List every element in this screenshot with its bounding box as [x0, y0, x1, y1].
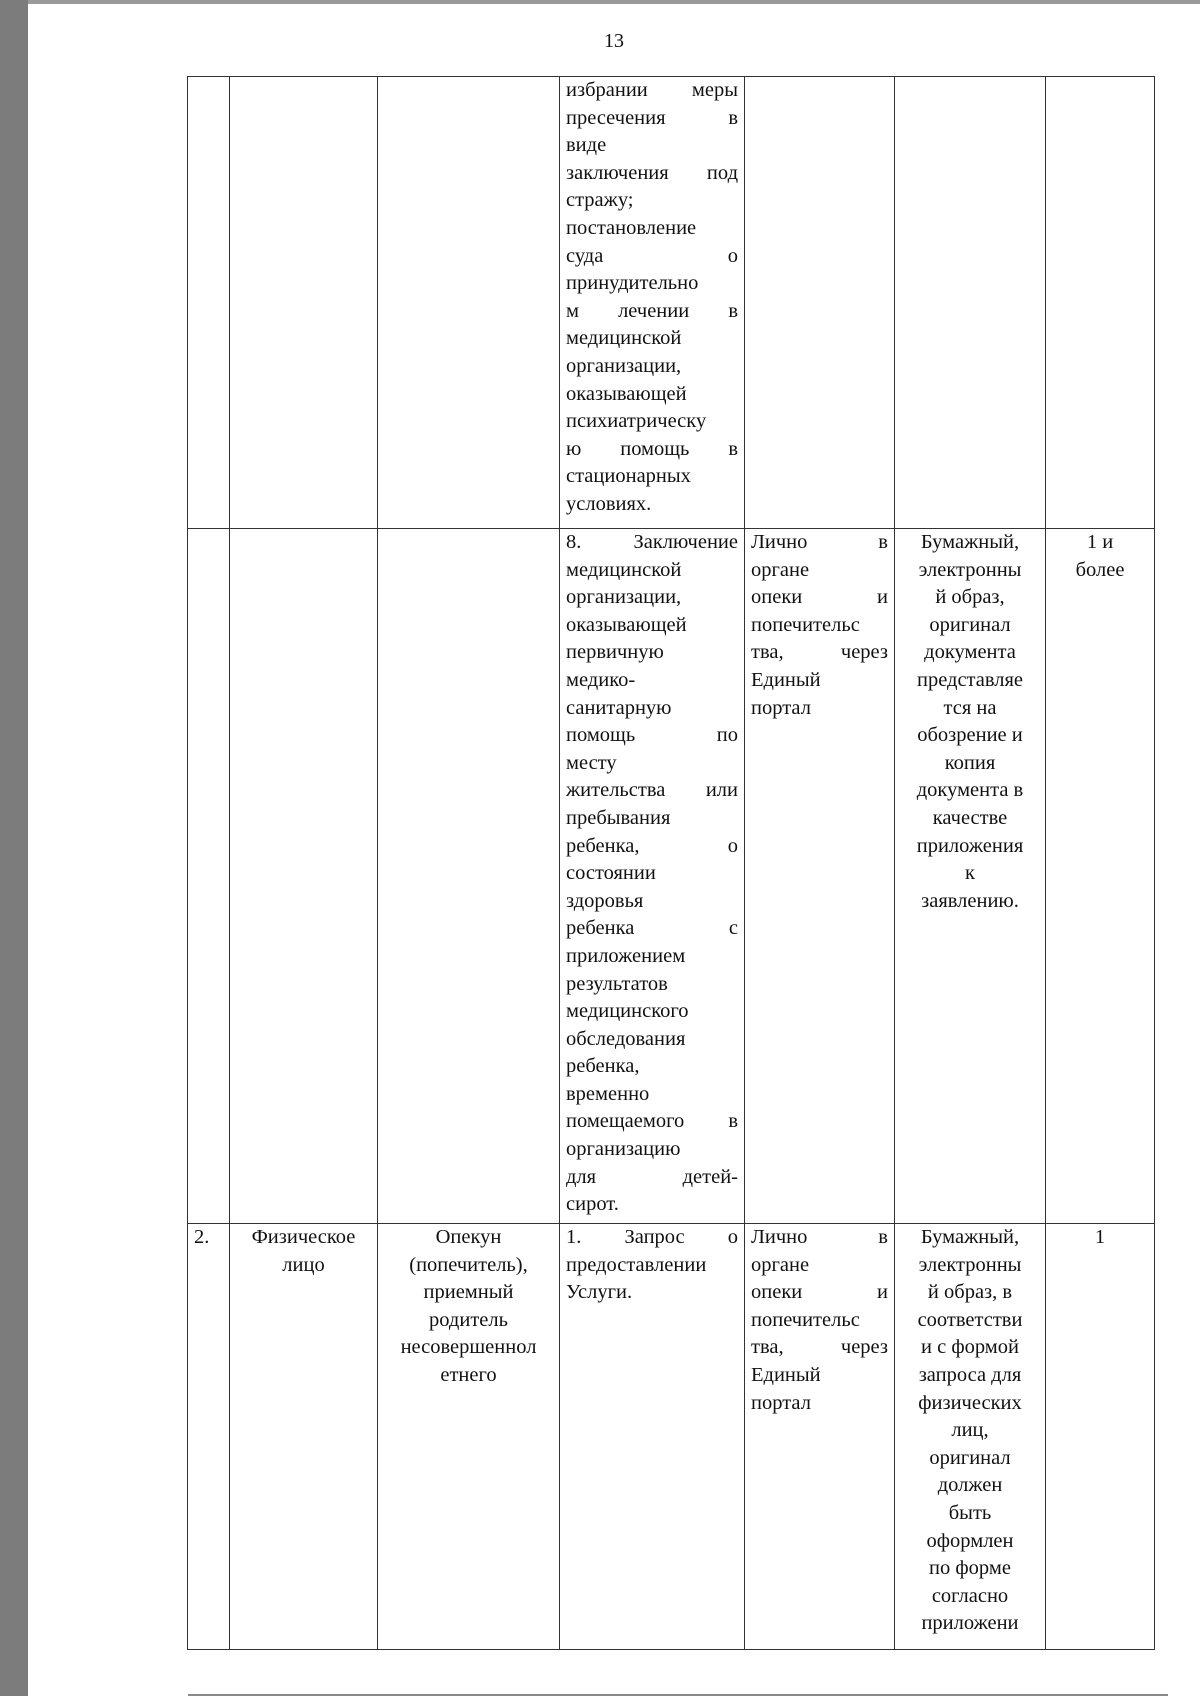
text-line: несовершеннол [400, 1336, 537, 1359]
table-row [188, 1224, 1155, 1650]
text-line: приложения [916, 834, 1024, 857]
text-line: для детей- [566, 1165, 738, 1188]
text-line: лицо [282, 1253, 325, 1276]
text-line: портал [751, 696, 811, 719]
text-line: Услуги. [566, 1281, 633, 1304]
text-line: предоставлении [566, 1253, 707, 1276]
text-line: обследования [566, 1027, 686, 1050]
text-line: организацию [566, 1138, 681, 1161]
text-line: опеки и [751, 1281, 888, 1304]
cell-applicant-category [378, 77, 560, 529]
text-line: помощь по [566, 724, 738, 747]
cell-document-count [1046, 77, 1155, 529]
text-line: пребывания [566, 806, 671, 829]
text-line: сирот. [566, 1193, 619, 1216]
page-number: 13 [604, 30, 624, 52]
text-line: по форме [929, 1557, 1011, 1580]
cell-applicant-type [230, 1224, 378, 1650]
scanner-margin [0, 0, 28, 1696]
text-line: оказывающей [566, 382, 687, 405]
text-line: суда о [566, 244, 738, 267]
text-line: жительства или [566, 779, 738, 802]
text-line: документа [924, 641, 1016, 664]
text-line: 1. Запрос о [566, 1226, 738, 1248]
text-line: ребенка, о [566, 834, 738, 857]
cell-document [560, 77, 745, 529]
text-line: временно [566, 1082, 650, 1105]
text-line: ребенка с [566, 917, 738, 940]
cell-applicant-type [230, 529, 378, 1224]
text-line: (попечитель), [409, 1253, 528, 1276]
cell-document-form [895, 77, 1046, 529]
text-line: оказывающей [566, 613, 687, 636]
text-line: месту [566, 751, 617, 774]
text-line: попечительс [751, 1308, 860, 1331]
text-line: оформлен [926, 1529, 1014, 1552]
text-line: электронны [918, 558, 1022, 581]
text-line: документа в [916, 779, 1024, 802]
text-line: организации, [566, 586, 682, 609]
text-line: етнего [440, 1363, 497, 1386]
text-line: помещаемого в [566, 1110, 738, 1133]
text-line: тся на [943, 696, 997, 719]
cell-submission-method [745, 1224, 895, 1650]
text-line: портал [751, 1391, 811, 1414]
text-line: лиц, [951, 1419, 989, 1442]
cell-row-number [188, 77, 230, 529]
cell-document-count [1046, 529, 1155, 1224]
text-line: родитель [429, 1308, 508, 1331]
text-line: тва, через [751, 641, 888, 664]
text-line: условиях. [566, 492, 652, 515]
text-line: Единый [751, 668, 821, 691]
text-line: быть [948, 1501, 992, 1524]
text-line: м лечении в [566, 299, 738, 322]
cell-document-form [895, 529, 1046, 1224]
cell-submission-method [745, 77, 895, 529]
text-line: стражу; [566, 189, 634, 212]
text-line: ребенка, [566, 1055, 640, 1078]
text-line: электронны [918, 1253, 1022, 1276]
text-line: заключения под [566, 161, 738, 184]
text-line: пресечения в [566, 106, 738, 129]
text-line: качестве [932, 806, 1008, 829]
cell-document-form [895, 1224, 1046, 1650]
text-line: обозрение и [917, 724, 1023, 747]
text-line: согласно [931, 1584, 1009, 1607]
cell-row-number [188, 529, 230, 1224]
text-line: здоровья [566, 889, 644, 912]
text-line: к [965, 862, 975, 885]
text-line: Единый [751, 1363, 821, 1386]
text-line: психиатрическу [566, 410, 707, 433]
text-line: приложени [921, 1612, 1019, 1635]
text-line: 1 [1094, 1226, 1106, 1248]
text-line: оригинал [929, 613, 1011, 636]
text-line: принудительно [566, 272, 699, 295]
text-line: органе [751, 558, 810, 581]
text-line: медицинского [566, 1000, 689, 1023]
text-line: избрании меры [566, 79, 738, 101]
text-line: состоянии [566, 862, 656, 885]
text-line: санитарную [566, 696, 672, 719]
text-line: приложением [566, 944, 686, 967]
cell-submission-method [745, 529, 895, 1224]
table-row [188, 529, 1155, 1224]
text-line: более [1075, 558, 1125, 581]
text-line: заявлению. [921, 889, 1019, 912]
text-line: постановление [566, 216, 697, 239]
text-line: стационарных [566, 465, 691, 488]
document-page [28, 0, 1200, 1696]
cell-document-count [1046, 1224, 1155, 1650]
cell-document [560, 1224, 745, 1650]
text-line: медицинской [566, 327, 682, 350]
text-line: й образ, в [927, 1281, 1013, 1304]
documents-table [187, 76, 1155, 1650]
text-line: организации, [566, 354, 682, 377]
text-line: й образ, [935, 586, 1005, 609]
text-line: органе [751, 1253, 810, 1276]
table-row [188, 77, 1155, 529]
text-line: копия [944, 751, 996, 774]
cell-applicant-category [378, 1224, 560, 1650]
text-line: попечительс [751, 613, 860, 636]
text-line: Лично в [751, 1226, 888, 1248]
text-line: тва, через [751, 1336, 888, 1359]
text-line: приемный [423, 1281, 514, 1304]
text-line: 1 и [1086, 531, 1114, 553]
cell-document [560, 529, 745, 1224]
cell-applicant-category [378, 529, 560, 1224]
text-line: Физическое [251, 1226, 356, 1248]
text-line: Лично в [751, 531, 888, 553]
cell-applicant-type [230, 77, 378, 529]
text-line: и с формой [921, 1336, 1019, 1359]
text-line: оригинал [929, 1446, 1011, 1469]
text-line: Опекун [435, 1226, 502, 1248]
text-line: Бумажный, [920, 531, 1020, 553]
text-line: соответстви [917, 1308, 1023, 1331]
text-line: запроса для [918, 1363, 1022, 1386]
text-line: результатов [566, 972, 668, 995]
text-line: медико- [566, 668, 636, 691]
text-line: ю помощь в [566, 437, 738, 460]
text-line: Бумажный, [920, 1226, 1020, 1248]
text-line: виде [566, 134, 607, 157]
text-line: первичную [566, 641, 664, 664]
cell-row-number: 2. [188, 1224, 230, 1650]
text-line: опеки и [751, 586, 888, 609]
text-line: должен [937, 1474, 1003, 1497]
text-line: представляе [916, 668, 1024, 691]
text-line: физических [918, 1391, 1022, 1414]
text-line: 8. Заключение [566, 531, 738, 553]
text-line: медицинской [566, 558, 682, 581]
